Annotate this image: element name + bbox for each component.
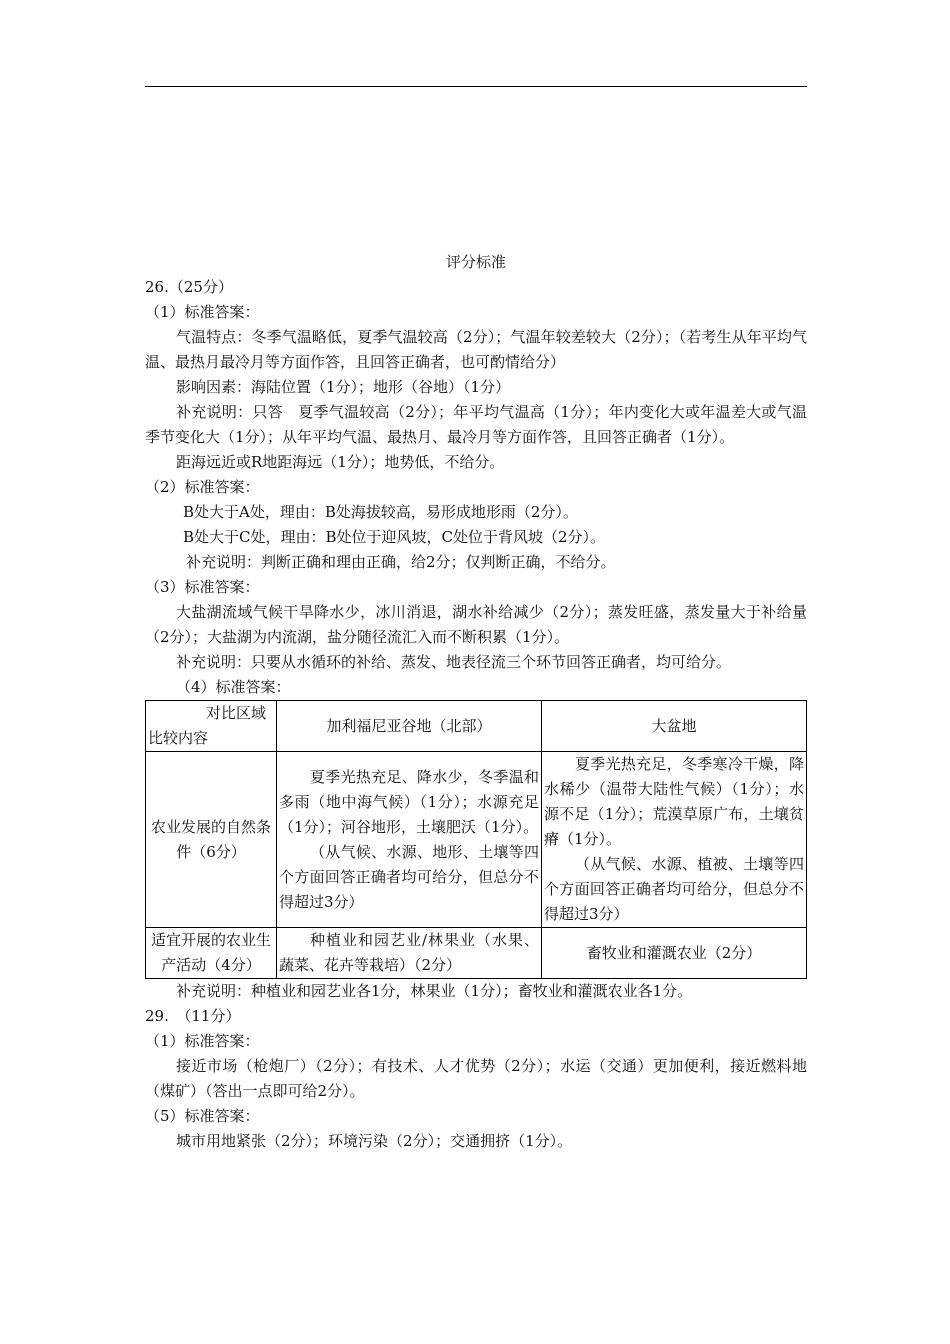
q26-p2-answer-b: B处大于C处，理由：B处位于迎风坡，C处位于背风坡（2分）。 <box>183 528 606 546</box>
cell-california-conditions-note: （从气候、水源、地形、土壤等四个方面回答正确者均可给分，但总分不得超过3分） <box>279 842 539 911</box>
cell-california-conditions <box>277 752 542 928</box>
q26-p3-answer: 大盐湖流域气候干旱降水少，冰川消退，湖水补给减少（2分）；蒸发旺盛，蒸发量大于补给量（2分）；大盐湖为内流湖，盐分随径流汇入而不断积累（1分）。 <box>145 603 807 646</box>
corner-bottom-label: 比较内容 <box>148 729 209 747</box>
table-corner-cell <box>146 701 277 752</box>
q26-p1-answer-factor: 影响因素：海陆位置（1分）；地形（谷地）（1分） <box>176 378 511 396</box>
row-label-natural-conditions: 农业发展的自然条件（6分） <box>146 752 277 928</box>
row-label-agri-activities: 适宜开展的农业生产活动（4分） <box>146 928 277 979</box>
comparison-table <box>145 700 807 979</box>
q26-p1-label: （1）标准答案： <box>145 303 260 321</box>
q26-p4-label: （4）标准答案： <box>176 678 291 696</box>
q26-p2-supplement: 补充说明：判断正确和理由正确，给2分；仅判断正确，不给分。 <box>186 553 616 571</box>
table-row <box>146 752 807 928</box>
q29-p1-label: （1）标准答案： <box>145 1032 260 1050</box>
q26-p3-supplement: 补充说明：只要从水循环的补给、蒸发、地表径流三个环节回答正确者，均可给分。 <box>176 653 732 671</box>
q29-p5-label: （5）标准答案： <box>145 1107 260 1125</box>
table-row <box>146 928 807 979</box>
cell-basin-activities: 畜牧业和灌溉农业（2分） <box>542 928 807 979</box>
q26-p1-supplement-2: 距海远近或R地距海远（1分）；地势低，不给分。 <box>176 453 505 471</box>
cell-basin-conditions-note: （从气候、水源、植被、土壤等四个方面回答正确者均可给分，但总分不得超过3分） <box>544 855 804 923</box>
q26-p2-answer-a: B处大于A处，理由：B处海拔较高，易形成地形雨（2分）。 <box>183 503 578 521</box>
table-col-header-basin: 大盆地 <box>542 701 807 752</box>
table-col-header-california: 加利福尼亚谷地（北部） <box>277 701 542 752</box>
q29-p1-answer: 接近市场（枪炮厂）（2分）；有技术、人才优势（2分）；水运（交通）更加便利，接近燃料地（煤矿）（答出一点即可给2分）。 <box>145 1057 807 1100</box>
page-title: 评分标准 <box>445 253 506 271</box>
q26-p1-answer-temp: 气温特点：冬季气温略低，夏季气温较高（2分）；气温年较差较大（2分）；（若考生从年平均气温、最热月最冷月等方面作答，且回答正确者，也可酌情给分） <box>145 328 807 371</box>
cell-basin-conditions <box>542 752 807 928</box>
q26-header: 26.（25分） <box>145 278 233 296</box>
cell-california-activities-text: 种植业和园艺业/林果业（水果、蔬菜、花卉等栽培）（2分） <box>279 931 539 974</box>
cell-california-activities <box>277 928 542 979</box>
cell-california-conditions-main: 夏季光热充足、降水少，冬季温和多雨（地中海气候）（1分）；水源充足（1分）；河谷地形，土壤肥沃（1分）。 <box>279 767 539 836</box>
document-body <box>145 250 807 1154</box>
cell-basin-conditions-main: 夏季光热充足，冬季寒冷干燥，降水稀少（温带大陆性气候）（1分）；水源不足（1分）；荒漠草原广布，土壤贫瘠（1分）。 <box>544 755 804 848</box>
header-rule <box>145 86 807 87</box>
q26-p2-label: （2）标准答案： <box>145 478 260 496</box>
q29-header: 29. （11分） <box>145 1007 241 1025</box>
table-header-row <box>146 701 807 752</box>
q26-p3-label: （3）标准答案： <box>145 578 260 596</box>
q29-p5-answer: 城市用地紧张（2分）；环境污染（2分）；交通拥挤（1分）。 <box>176 1132 573 1150</box>
q26-p1-supplement: 补充说明：只答 夏季气温较高（2分）；年平均气温高（1分）；年内变化大或年温差大或气温季节变化大（1分）；从年平均气温、最热月、最冷月等方面作答，且回答正确者（1分）。 <box>145 403 807 446</box>
q26-p4-supplement: 补充说明：种植业和园艺业各1分，林果业（1分）；畜牧业和灌溉农业各1分。 <box>176 982 693 1000</box>
corner-top-label: 对比区域 <box>205 704 266 722</box>
